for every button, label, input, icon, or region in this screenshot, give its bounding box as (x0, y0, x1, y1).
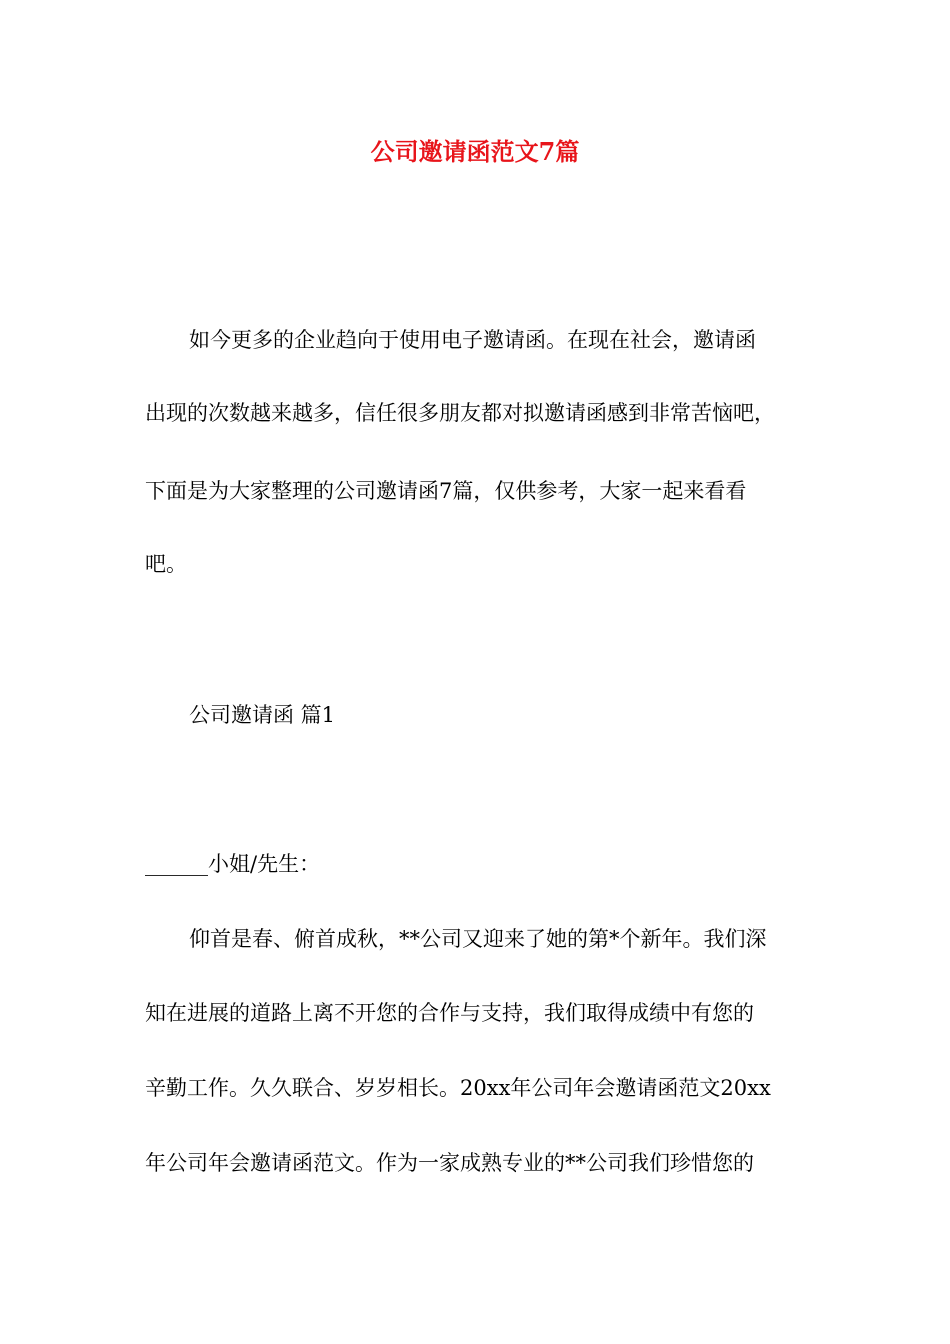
body-line-3: 辛勤工作。久久联合、岁岁相长。20xx年公司年会邀请函范文20xx (145, 1076, 771, 1100)
section-heading: 公司邀请函 篇1 (189, 703, 336, 727)
body-line-2: 知在进展的道路上离不开您的合作与支持，我们取得成绩中有您的 (145, 1001, 754, 1025)
salutation: ______小姐/先生： (145, 852, 321, 876)
body-line-4: 年公司年会邀请函范文。作为一家成熟专业的**公司我们珍惜您的 (145, 1151, 754, 1175)
intro-line-1: 如今更多的企业趋向于使用电子邀请函。在现在社会，邀请函 (189, 328, 756, 352)
document-title: 公司邀请函范文7篇 (370, 137, 580, 166)
intro-line-2: 出现的次数越来越多，信任很多朋友都对拟邀请函感到非常苦恼吧， (145, 401, 775, 425)
intro-line-3: 下面是为大家整理的公司邀请函7篇，仅供参考，大家一起来看看 (145, 479, 747, 503)
intro-line-4: 吧。 (145, 552, 187, 576)
body-line-1: 仰首是春、俯首成秋，**公司又迎来了她的第*个新年。我们深 (189, 927, 767, 951)
